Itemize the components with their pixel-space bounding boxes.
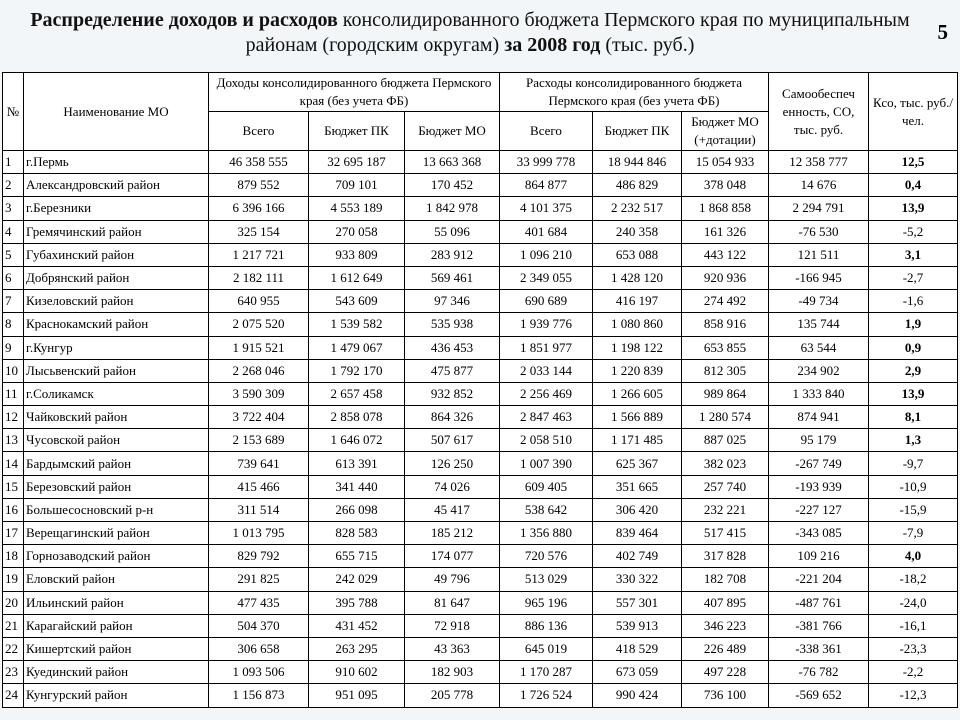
income-pk: 341 440 [309,475,405,498]
self-sufficiency: 63 544 [769,336,869,359]
income-mo: 436 453 [405,336,500,359]
expense-total: 609 405 [500,475,593,498]
expense-total: 2 847 463 [500,406,593,429]
expense-pk: 240 358 [593,220,682,243]
expense-mo: 15 054 933 [682,151,769,174]
header-expense-total: Всего [500,112,593,151]
income-total: 1 915 521 [209,336,309,359]
income-mo: 507 617 [405,429,500,452]
expense-total: 690 689 [500,290,593,313]
expense-total: 2 256 469 [500,382,593,405]
table-row [3,382,958,405]
income-total: 1 217 721 [209,243,309,266]
income-mo: 55 096 [405,220,500,243]
table-row [3,545,958,568]
income-mo: 45 417 [405,498,500,521]
kso-value: -7,9 [869,522,958,545]
row-number: 2 [3,174,24,197]
expense-mo: 920 936 [682,266,769,289]
expense-pk: 839 464 [593,522,682,545]
expense-pk: 418 529 [593,637,682,660]
expense-total: 1 170 287 [500,661,593,684]
income-total: 829 792 [209,545,309,568]
kso-value: -2,2 [869,661,958,684]
income-mo: 283 912 [405,243,500,266]
income-pk: 242 029 [309,568,405,591]
header-expense-mo: Бюджет МО (+дотации) [682,112,769,151]
income-total: 415 466 [209,475,309,498]
income-pk: 2 657 458 [309,382,405,405]
expense-pk: 1 566 889 [593,406,682,429]
income-mo: 569 461 [405,266,500,289]
income-pk: 613 391 [309,452,405,475]
row-name: г.Кунгур [24,336,209,359]
expense-total: 645 019 [500,637,593,660]
income-pk: 1 612 649 [309,266,405,289]
self-sufficiency: -227 127 [769,498,869,521]
kso-value: -24,0 [869,591,958,614]
expense-mo: 346 223 [682,614,769,637]
income-total: 2 268 046 [209,359,309,382]
row-number: 4 [3,220,24,243]
self-sufficiency: -221 204 [769,568,869,591]
income-pk: 933 809 [309,243,405,266]
row-name: Лысьвенский район [24,359,209,382]
income-mo: 864 326 [405,406,500,429]
income-total: 311 514 [209,498,309,521]
self-sufficiency: 1 333 840 [769,382,869,405]
row-number: 7 [3,290,24,313]
self-sufficiency: -76 782 [769,661,869,684]
expense-mo: 382 023 [682,452,769,475]
income-total: 640 955 [209,290,309,313]
header-name: Наименование МО [24,73,209,151]
table-row [3,684,958,707]
page-number: 5 [937,20,948,44]
self-sufficiency: 135 744 [769,313,869,336]
expense-total: 2 349 055 [500,266,593,289]
row-number: 3 [3,197,24,220]
budget-table [2,72,958,708]
expense-total: 886 136 [500,614,593,637]
row-name: г.Пермь [24,151,209,174]
row-name: Чайковский район [24,406,209,429]
header-no: № [3,73,24,151]
row-number: 5 [3,243,24,266]
row-name: Куединский район [24,661,209,684]
title-normal-part: консолидированного бюджета Пермского края по муниципальным районам (городским округам) [245,9,910,56]
table-row [3,429,958,452]
expense-mo: 887 025 [682,429,769,452]
expense-mo: 517 415 [682,522,769,545]
row-name: Гремячинский район [24,220,209,243]
expense-pk: 351 665 [593,475,682,498]
income-pk: 543 609 [309,290,405,313]
income-total: 477 435 [209,591,309,614]
table-row [3,336,958,359]
expense-mo: 989 864 [682,382,769,405]
table-row [3,522,958,545]
expense-mo: 812 305 [682,359,769,382]
table-row [3,452,958,475]
row-name: Ильинский район [24,591,209,614]
row-number: 16 [3,498,24,521]
expense-total: 1 356 880 [500,522,593,545]
expense-total: 2 033 144 [500,359,593,382]
expense-pk: 625 367 [593,452,682,475]
income-pk: 655 715 [309,545,405,568]
row-number: 11 [3,382,24,405]
expense-mo: 378 048 [682,174,769,197]
expense-pk: 1 428 120 [593,266,682,289]
kso-value: 0,9 [869,336,958,359]
row-number: 13 [3,429,24,452]
income-mo: 13 663 368 [405,151,500,174]
expense-total: 1 096 210 [500,243,593,266]
table-body [3,151,958,708]
income-pk: 431 452 [309,614,405,637]
kso-value: 13,9 [869,382,958,405]
income-total: 291 825 [209,568,309,591]
expense-pk: 402 749 [593,545,682,568]
income-total: 306 658 [209,637,309,660]
row-name: Кунгурский район [24,684,209,707]
income-mo: 49 796 [405,568,500,591]
expense-total: 2 058 510 [500,429,593,452]
header-income-pk: Бюджет ПК [309,112,405,151]
expense-mo: 257 740 [682,475,769,498]
row-name: Еловский район [24,568,209,591]
expense-total: 965 196 [500,591,593,614]
kso-value: -9,7 [869,452,958,475]
self-sufficiency: 95 179 [769,429,869,452]
expense-mo: 161 326 [682,220,769,243]
income-pk: 1 646 072 [309,429,405,452]
table-row [3,313,958,336]
kso-value: 12,5 [869,151,958,174]
table-row [3,475,958,498]
self-sufficiency: -569 652 [769,684,869,707]
expense-mo: 443 122 [682,243,769,266]
header-kso: Ксо, тыс. руб./чел. [869,73,958,151]
kso-value: -23,3 [869,637,958,660]
expense-total: 513 029 [500,568,593,591]
row-number: 12 [3,406,24,429]
table-row [3,266,958,289]
row-name: Губахинский район [24,243,209,266]
expense-mo: 407 895 [682,591,769,614]
income-pk: 266 098 [309,498,405,521]
table-row [3,568,958,591]
table-row [3,591,958,614]
row-name: Березовский район [24,475,209,498]
self-sufficiency: -166 945 [769,266,869,289]
self-sufficiency: -487 761 [769,591,869,614]
row-number: 21 [3,614,24,637]
row-number: 10 [3,359,24,382]
expense-mo: 274 492 [682,290,769,313]
row-name: Бардымский район [24,452,209,475]
kso-value: 8,1 [869,406,958,429]
row-name: Александровский район [24,174,209,197]
row-name: Карагайский район [24,614,209,637]
income-total: 325 154 [209,220,309,243]
row-name: Большесосновский р-н [24,498,209,521]
row-name: г.Березники [24,197,209,220]
expense-total: 1 726 524 [500,684,593,707]
income-mo: 535 938 [405,313,500,336]
income-total: 3 722 404 [209,406,309,429]
row-name: Кишертский район [24,637,209,660]
kso-value: -16,1 [869,614,958,637]
expense-total: 4 101 375 [500,197,593,220]
page-title [20,8,920,58]
kso-value: -10,9 [869,475,958,498]
income-total: 504 370 [209,614,309,637]
expense-pk: 1 080 860 [593,313,682,336]
row-number: 1 [3,151,24,174]
row-number: 17 [3,522,24,545]
self-sufficiency: -193 939 [769,475,869,498]
income-total: 6 396 166 [209,197,309,220]
table-row [3,498,958,521]
expense-mo: 226 489 [682,637,769,660]
expense-mo: 1 280 574 [682,406,769,429]
income-total: 1 013 795 [209,522,309,545]
expense-pk: 306 420 [593,498,682,521]
income-pk: 951 095 [309,684,405,707]
row-number: 24 [3,684,24,707]
header-income-mo: Бюджет МО [405,112,500,151]
expense-total: 33 999 778 [500,151,593,174]
expense-pk: 653 088 [593,243,682,266]
expense-mo: 1 868 858 [682,197,769,220]
expense-pk: 416 197 [593,290,682,313]
expense-total: 538 642 [500,498,593,521]
expense-pk: 330 322 [593,568,682,591]
row-number: 14 [3,452,24,475]
expense-pk: 18 944 846 [593,151,682,174]
income-total: 2 075 520 [209,313,309,336]
kso-value: -5,2 [869,220,958,243]
self-sufficiency: 121 511 [769,243,869,266]
income-mo: 932 852 [405,382,500,405]
self-sufficiency: -381 766 [769,614,869,637]
expense-mo: 736 100 [682,684,769,707]
income-pk: 709 101 [309,174,405,197]
title-unit: (тыс. руб.) [600,34,695,56]
kso-value: 2,9 [869,359,958,382]
header-expense-group: Расходы консолидированного бюджета Пермского края (без учета ФБ) [500,73,769,112]
income-pk: 1 539 582 [309,313,405,336]
row-name: Верещагинский район [24,522,209,545]
income-total: 739 641 [209,452,309,475]
expense-pk: 486 829 [593,174,682,197]
expense-pk: 1 220 839 [593,359,682,382]
income-mo: 1 842 978 [405,197,500,220]
income-mo: 43 363 [405,637,500,660]
row-name: Чусовской район [24,429,209,452]
kso-value: 4,0 [869,545,958,568]
income-mo: 475 877 [405,359,500,382]
header-self-sufficiency: Самообеспеч енность, СО, тыс. руб. [769,73,869,151]
self-sufficiency: 14 676 [769,174,869,197]
table-row [3,220,958,243]
income-mo: 174 077 [405,545,500,568]
income-mo: 205 778 [405,684,500,707]
table-row [3,406,958,429]
income-mo: 81 647 [405,591,500,614]
row-number: 23 [3,661,24,684]
row-name: Горнозаводский район [24,545,209,568]
income-mo: 170 452 [405,174,500,197]
row-number: 8 [3,313,24,336]
expense-pk: 557 301 [593,591,682,614]
expense-pk: 1 198 122 [593,336,682,359]
expense-total: 1 007 390 [500,452,593,475]
row-number: 6 [3,266,24,289]
row-name: Краснокамский район [24,313,209,336]
expense-pk: 1 171 485 [593,429,682,452]
expense-mo: 653 855 [682,336,769,359]
self-sufficiency: 2 294 791 [769,197,869,220]
header-expense-pk: Бюджет ПК [593,112,682,151]
self-sufficiency: -76 530 [769,220,869,243]
expense-mo: 182 708 [682,568,769,591]
kso-value: -12,3 [869,684,958,707]
expense-pk: 539 913 [593,614,682,637]
expense-total: 1 851 977 [500,336,593,359]
self-sufficiency: -343 085 [769,522,869,545]
income-total: 879 552 [209,174,309,197]
kso-value: -18,2 [869,568,958,591]
title-bold-part: Распределение доходов и расходов [30,9,338,31]
row-number: 9 [3,336,24,359]
income-mo: 182 903 [405,661,500,684]
self-sufficiency: 12 358 777 [769,151,869,174]
title-year: за 2008 год [504,34,601,56]
expense-pk: 1 266 605 [593,382,682,405]
row-number: 19 [3,568,24,591]
expense-mo: 232 221 [682,498,769,521]
table-row [3,197,958,220]
income-mo: 74 026 [405,475,500,498]
expense-total: 864 877 [500,174,593,197]
income-pk: 828 583 [309,522,405,545]
kso-value: 0,4 [869,174,958,197]
self-sufficiency: 109 216 [769,545,869,568]
expense-total: 720 576 [500,545,593,568]
table-row [3,290,958,313]
self-sufficiency: 874 941 [769,406,869,429]
table-row [3,174,958,197]
expense-pk: 990 424 [593,684,682,707]
table-row [3,614,958,637]
self-sufficiency: -338 361 [769,637,869,660]
kso-value: -15,9 [869,498,958,521]
self-sufficiency: -49 734 [769,290,869,313]
income-total: 2 153 689 [209,429,309,452]
header-income-total: Всего [209,112,309,151]
kso-value: 13,9 [869,197,958,220]
kso-value: 1,3 [869,429,958,452]
row-name: Кизеловский район [24,290,209,313]
income-mo: 126 250 [405,452,500,475]
table-row [3,661,958,684]
income-pk: 270 058 [309,220,405,243]
income-mo: 97 346 [405,290,500,313]
row-number: 22 [3,637,24,660]
income-pk: 910 602 [309,661,405,684]
expense-mo: 317 828 [682,545,769,568]
income-mo: 72 918 [405,614,500,637]
table-row [3,637,958,660]
expense-total: 1 939 776 [500,313,593,336]
income-pk: 32 695 187 [309,151,405,174]
income-total: 2 182 111 [209,266,309,289]
self-sufficiency: 234 902 [769,359,869,382]
row-number: 18 [3,545,24,568]
expense-pk: 2 232 517 [593,197,682,220]
self-sufficiency: -267 749 [769,452,869,475]
header-income-group: Доходы консолидированного бюджета Пермского края (без учета ФБ) [209,73,500,112]
income-pk: 2 858 078 [309,406,405,429]
income-pk: 4 553 189 [309,197,405,220]
kso-value: 3,1 [869,243,958,266]
row-number: 20 [3,591,24,614]
income-total: 1 156 873 [209,684,309,707]
income-pk: 1 792 170 [309,359,405,382]
income-pk: 1 479 067 [309,336,405,359]
table-row [3,243,958,266]
income-total: 46 358 555 [209,151,309,174]
income-pk: 395 788 [309,591,405,614]
income-pk: 263 295 [309,637,405,660]
expense-pk: 673 059 [593,661,682,684]
expense-mo: 858 916 [682,313,769,336]
table-row [3,359,958,382]
row-name: г.Соликамск [24,382,209,405]
income-total: 1 093 506 [209,661,309,684]
expense-mo: 497 228 [682,661,769,684]
row-name: Добрянский район [24,266,209,289]
table-row [3,151,958,174]
income-total: 3 590 309 [209,382,309,405]
expense-total: 401 684 [500,220,593,243]
row-number: 15 [3,475,24,498]
kso-value: 1,9 [869,313,958,336]
kso-value: -2,7 [869,266,958,289]
kso-value: -1,6 [869,290,958,313]
income-mo: 185 212 [405,522,500,545]
